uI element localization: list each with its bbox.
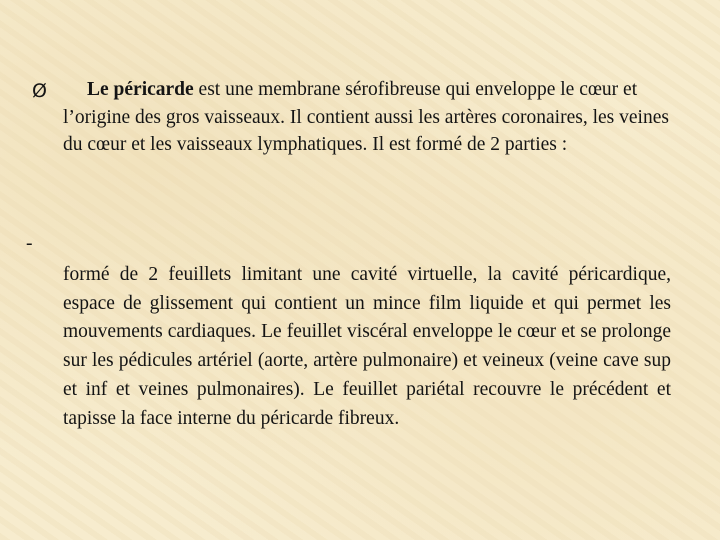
term-pericarde: Le péricarde [87,79,194,100]
definition-text: est une membrane sérofibreuse qui enveloppe le cœur et l’origine des gros vaisseaux. Il contient aussi les artères coronaires, les veines du cœur et les vaisseaux lymphatiques. Il est formé de 2 parties : [63,79,669,155]
intro-lead [63,79,669,155]
pericardium-definition [63,76,683,159]
arrow-bullet-icon: Ø [32,80,47,102]
dash-marker: - [26,233,33,254]
serous-pericardium-paragraph: formé de 2 feuillets limitant une cavité virtuelle, la cavité péricardique, espace de glissement qui contient un mince film liquide et qui permet les mouvements cardiaques. Le feuillet viscéral enveloppe le cœur et se prolonge sur les pédicules artériel (aorte, artère pulmonaire) et veineux (veine cave sup et inf et veines pulmonaires). Le feuillet pariétal recouvre le précédent et tapisse la face interne du péricarde fibreux. [63,264,671,429]
